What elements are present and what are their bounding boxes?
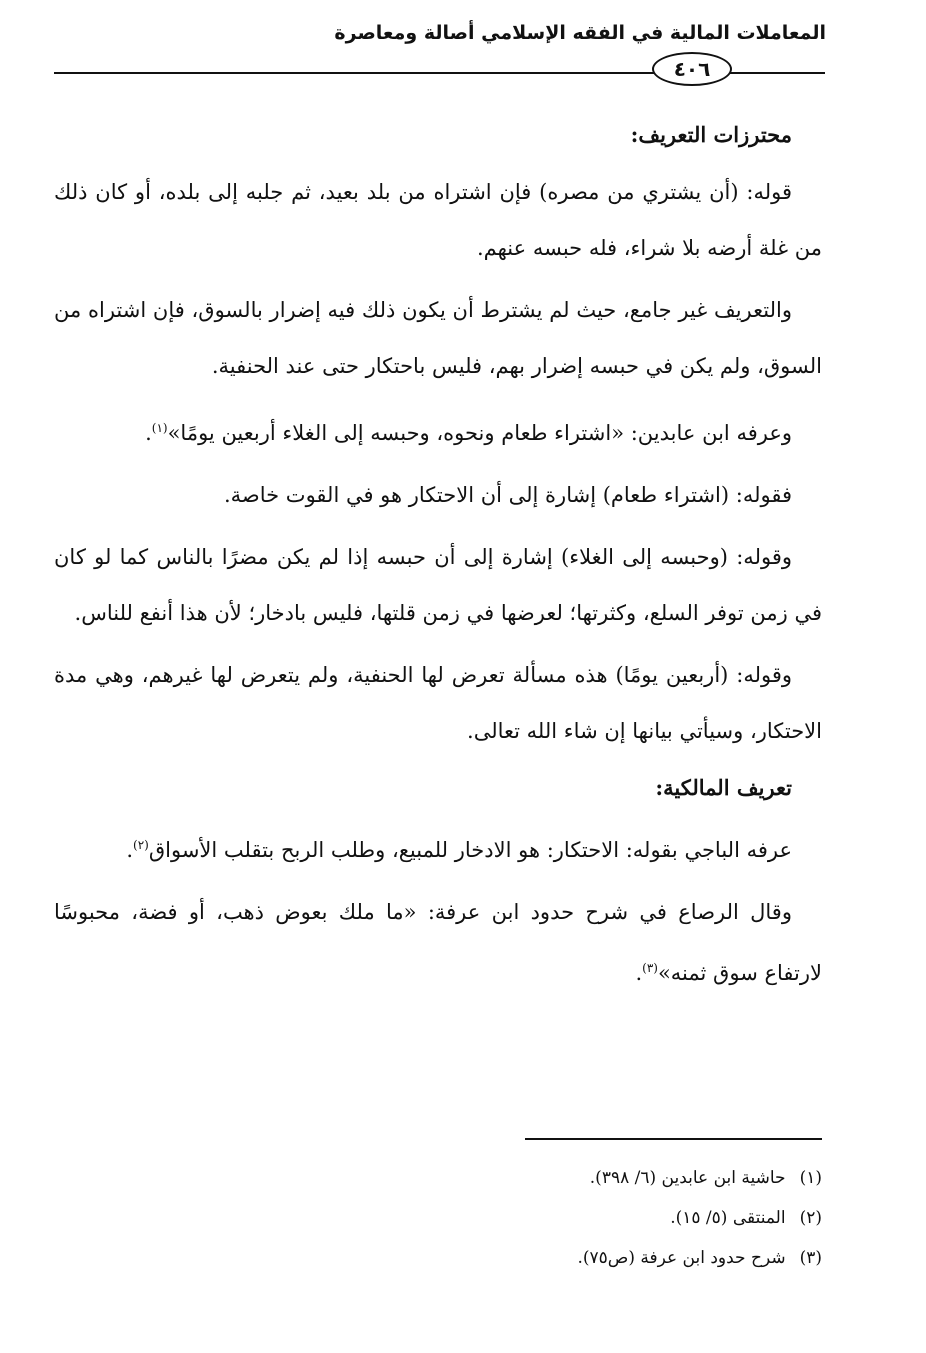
paragraph-6: وقوله: (أربعين يومًا) هذه مسألة تعرض لها الحنفية، ولم يتعرض لها غيرهم، وهي مدة الاحتكار، وسيأتي بيانها إن شاء الله تعالى. [54, 663, 822, 743]
footnote-2-text: المنتقى (٥/ ١٥). [670, 1208, 786, 1228]
paragraph-4: فقوله: (اشتراء طعام) إشارة إلى أن الاحتكار هو في القوت خاصة. [223, 483, 792, 507]
footnotes [322, 1158, 822, 1278]
footnote-ref-2: (٢) [133, 838, 149, 852]
footnote-2-mark: (٢) [799, 1208, 822, 1228]
paragraph-8-end: . [635, 961, 643, 985]
footnote-ref-3: (٣) [642, 961, 658, 975]
section-heading-definition-exclusions: محترزات التعريف: [630, 122, 792, 147]
footnote-3-text: شرح حدود ابن عرفة (ص٧٥). [577, 1248, 786, 1268]
paragraph-8-text: وقال الرصاع في شرح حدود ابن عرفة: «ما ملك بعوض ذهب، أو فضة، محبوسًا لارتفاع سوق ثمنه» [54, 900, 822, 985]
paragraph-1: قوله: (أن يشتري من مصره) فإن اشتراه من بلد بعيد، ثم جلبه إلى بلده، أو كان ذلك من غلة أرضه بلا شراء، فله حبسه عنهم. [54, 180, 822, 260]
running-title: المعاملات المالية في الفقه الإسلامي أصالة ومعاصرة [334, 22, 826, 44]
section-heading-maliki-definition: تعريف المالكية: [655, 775, 792, 800]
paragraph-5: وقوله: (وحبسه إلى الغلاء) إشارة إلى أن حبسه إذا لم يكن مضرًا بالناس كما لو كان في زمن توفر السلع، وكثرتها؛ لعرضها في زمن قلتها، فليس بادخار؛ لأن هذا أنفع للناس. [54, 545, 822, 625]
footnote-1-mark: (١) [799, 1168, 822, 1188]
footnote-separator [525, 1138, 822, 1140]
header-rule-right [730, 72, 825, 74]
footnote-3 [322, 1238, 822, 1278]
paragraph-2: والتعريف غير جامع، حيث لم يشترط أن يكون ذلك فيه إضرار بالسوق، فإن اشتراه من السوق، ولم يكن في حبسه إضرار بهم، فليس باحتكار حتى عند الحنفية. [54, 298, 822, 378]
body-text [54, 112, 822, 1007]
footnote-1 [322, 1158, 822, 1198]
paragraph-7-text: عرفه الباجي بقوله: الاحتكار: هو الادخار للمبيع، وطلب الربح بتقلب الأسواق [148, 838, 792, 862]
paragraph-3-text: وعرفه ابن عابدين: «اشتراء طعام ونحوه، وحبسه إلى الغلاء أربعين يومًا» [167, 421, 792, 445]
paragraph-3 [54, 400, 822, 461]
page-number: ٤٠٦ [652, 52, 732, 86]
footnote-3-mark: (٣) [799, 1248, 822, 1268]
paragraph-3-end: . [145, 421, 152, 445]
paragraph-7-end: . [126, 838, 134, 862]
footnote-1-text: حاشية ابن عابدين (٦/ ٣٩٨). [589, 1168, 786, 1188]
footnote-ref-1: (١) [151, 421, 168, 435]
paragraph-7 [54, 817, 822, 878]
footnote-2 [322, 1198, 822, 1238]
header-rule-left [54, 72, 654, 74]
paragraph-8 [54, 884, 822, 1001]
